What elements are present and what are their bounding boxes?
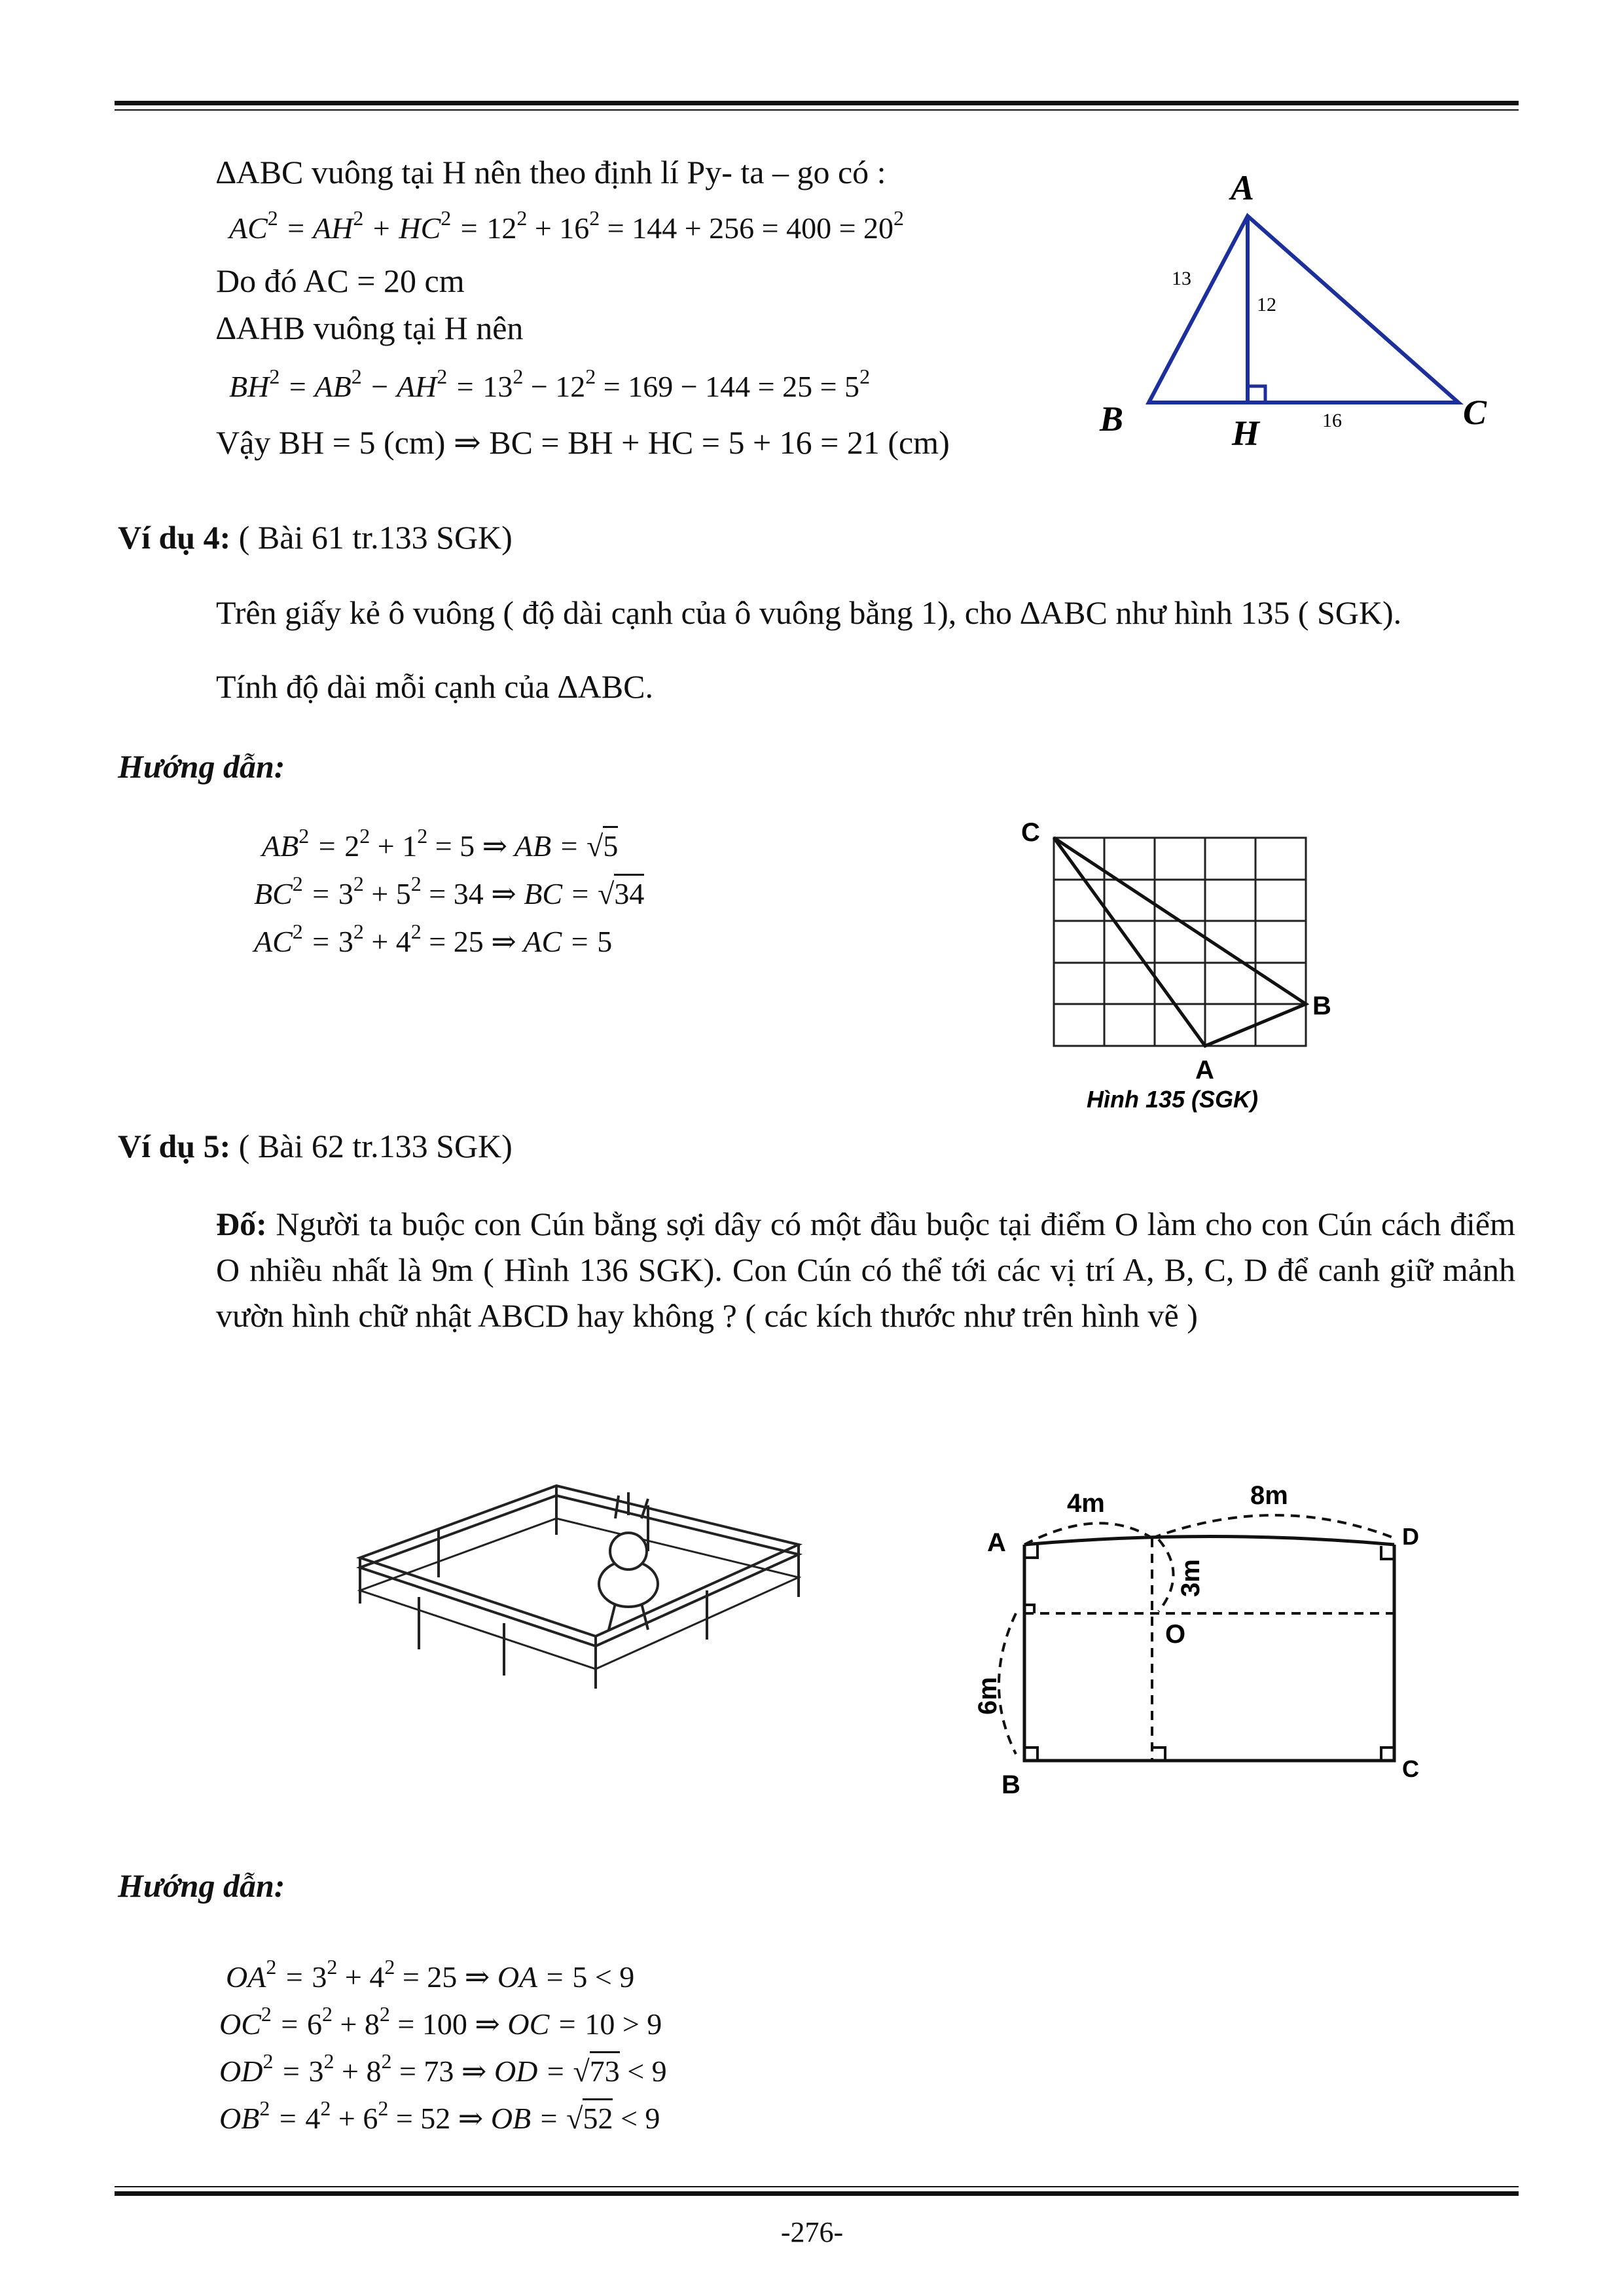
example5-eq-ob: $OB^2 = 4^2 + 6^2 = 52$ ⇒ OB = √52 < 9: [219, 2096, 660, 2135]
grid-figure-135: [1008, 805, 1348, 1113]
triangle-abc: [1149, 216, 1458, 403]
rectangle-abcd-figure: [969, 1466, 1466, 1820]
example4-eq-bc: $BC^2 = 3^2 + 5^2 = 34$ ⇒ BC = √34: [254, 872, 645, 910]
page-number: -276-: [780, 2216, 844, 2248]
rectangle-sides: [1024, 1545, 1394, 1761]
header-rule-thick: [115, 101, 1519, 105]
example5-text: Người ta buộc con Cún bằng sợi dây có một đầu buộc tại điểm O làm cho con Cún cách điểm O nhiều nhất là 9m ( Hình 136 SGK). Con Cún có thể tới các vị trí A, B, C, D để canh giữ mảnh vườn hình chữ nhật ABCD hay không ? ( các kích thước như trên hình vẽ ): [216, 1206, 1516, 1334]
example5-do-label: Đố:: [216, 1206, 267, 1242]
proof-line-2: Do đó AC = 20 cm: [216, 262, 465, 299]
equation-ac: $AC^2 = AH^2 + HC^2 = 12^2 + 16^2 = 144 + 256 = 400 = 20^2$: [229, 206, 905, 245]
example5-paragraph: [216, 1201, 1515, 1338]
proof-line-3: ∆AHB vuông tại H nên: [216, 310, 524, 346]
example4-eq-ab: $AB^2 = 2^2 + 1^2 = 5$ ⇒ AB = √5: [262, 824, 619, 863]
length-ah: 12: [1257, 294, 1276, 315]
rect-label-o: O: [1165, 1620, 1186, 1649]
rect-label-c: C: [1402, 1755, 1419, 1782]
fence-mid-rail: [360, 1496, 799, 1646]
dim-arc-3m: [1159, 1539, 1174, 1611]
proof-line-4: Vậy BH = 5 (cm) ⇒ BC = BH + HC = 5 + 16 = 21 (cm): [216, 424, 950, 461]
footer-rule-thick: [115, 2191, 1519, 2196]
grid-lines: [1054, 838, 1306, 1046]
example4-eq-ac: $AC^2 = 3^2 + 4^2 = 25$ ⇒ AC = 5: [254, 920, 613, 958]
rect-label-d: D: [1402, 1523, 1419, 1550]
header-rule-thin: [115, 109, 1519, 111]
right-angle-mark: [1248, 386, 1265, 403]
label-c: C: [1463, 393, 1487, 432]
figure-135-caption: Hình 135 (SGK): [1087, 1086, 1259, 1113]
triangle-abc-grid: [1054, 838, 1306, 1046]
label-a: A: [1231, 168, 1255, 207]
triangle-abc-figure: [1087, 157, 1506, 458]
example4-text-2: Tính độ dài mỗi cạnh của ∆ABC.: [216, 668, 653, 705]
example4-guide-heading: Hướng dẫn:: [118, 748, 285, 785]
example4-heading: Ví dụ 4:: [118, 519, 231, 556]
rectangle-top: [1024, 1537, 1394, 1545]
grid-label-c: C: [1021, 818, 1040, 847]
example5-ref: ( Bài 62 tr.133 SGK): [230, 1128, 513, 1164]
example5-eq-oa: $OA^2 = 3^2 + 4^2 = 25$ ⇒ OA = 5 < 9: [226, 1955, 635, 1994]
example4-heading-line: [118, 517, 513, 558]
label-h: H: [1232, 414, 1260, 453]
dim-label-6m: 6m: [973, 1677, 1002, 1715]
example5-heading: Ví dụ 5:: [118, 1128, 231, 1164]
footer-rule-thin: [115, 2186, 1519, 2187]
length-hc: 16: [1322, 410, 1342, 431]
dim-label-3m: 3m: [1176, 1559, 1205, 1597]
dim-arc-8m: [1152, 1515, 1394, 1538]
example5-heading-line: [118, 1126, 513, 1166]
grid-label-b: B: [1312, 992, 1331, 1020]
grid-label-a: A: [1195, 1056, 1214, 1085]
example4-text-1: Trên giấy kẻ ô vuông ( độ dài cạnh của ô vuông bằng 1), cho ∆ABC như hình 135 ( SGK).: [216, 594, 1402, 631]
right-angle-marks: [1024, 1545, 1394, 1761]
length-ab: 13: [1172, 268, 1191, 289]
example5-eq-od: $OD^2 = 3^2 + 8^2 = 73$ ⇒ OD = √73 < 9: [219, 2049, 667, 2088]
fence-dog-illustration: [340, 1473, 864, 1767]
dim-label-4m: 4m: [1067, 1489, 1105, 1518]
example4-ref: ( Bài 61 tr.133 SGK): [230, 519, 513, 556]
label-b: B: [1100, 399, 1124, 439]
equation-bh: $BH^2 = AB^2 - AH^2 = 13^2 - 12^2 = 169 - 144 = 25 = 5^2$: [229, 365, 871, 403]
example5-eq-oc: $OC^2 = 6^2 + 8^2 = 100$ ⇒ OC = 10 > 9: [219, 2002, 662, 2041]
dim-label-8m: 8m: [1250, 1481, 1288, 1510]
example5-guide-heading: Hướng dẫn:: [118, 1867, 285, 1904]
rect-label-b: B: [1001, 1770, 1020, 1799]
rect-label-a: A: [987, 1528, 1006, 1557]
fence-ground: [360, 1518, 799, 1669]
proof-line-1: ∆ABC vuông tại H nên theo định lí Py- ta – go có :: [216, 154, 886, 190]
